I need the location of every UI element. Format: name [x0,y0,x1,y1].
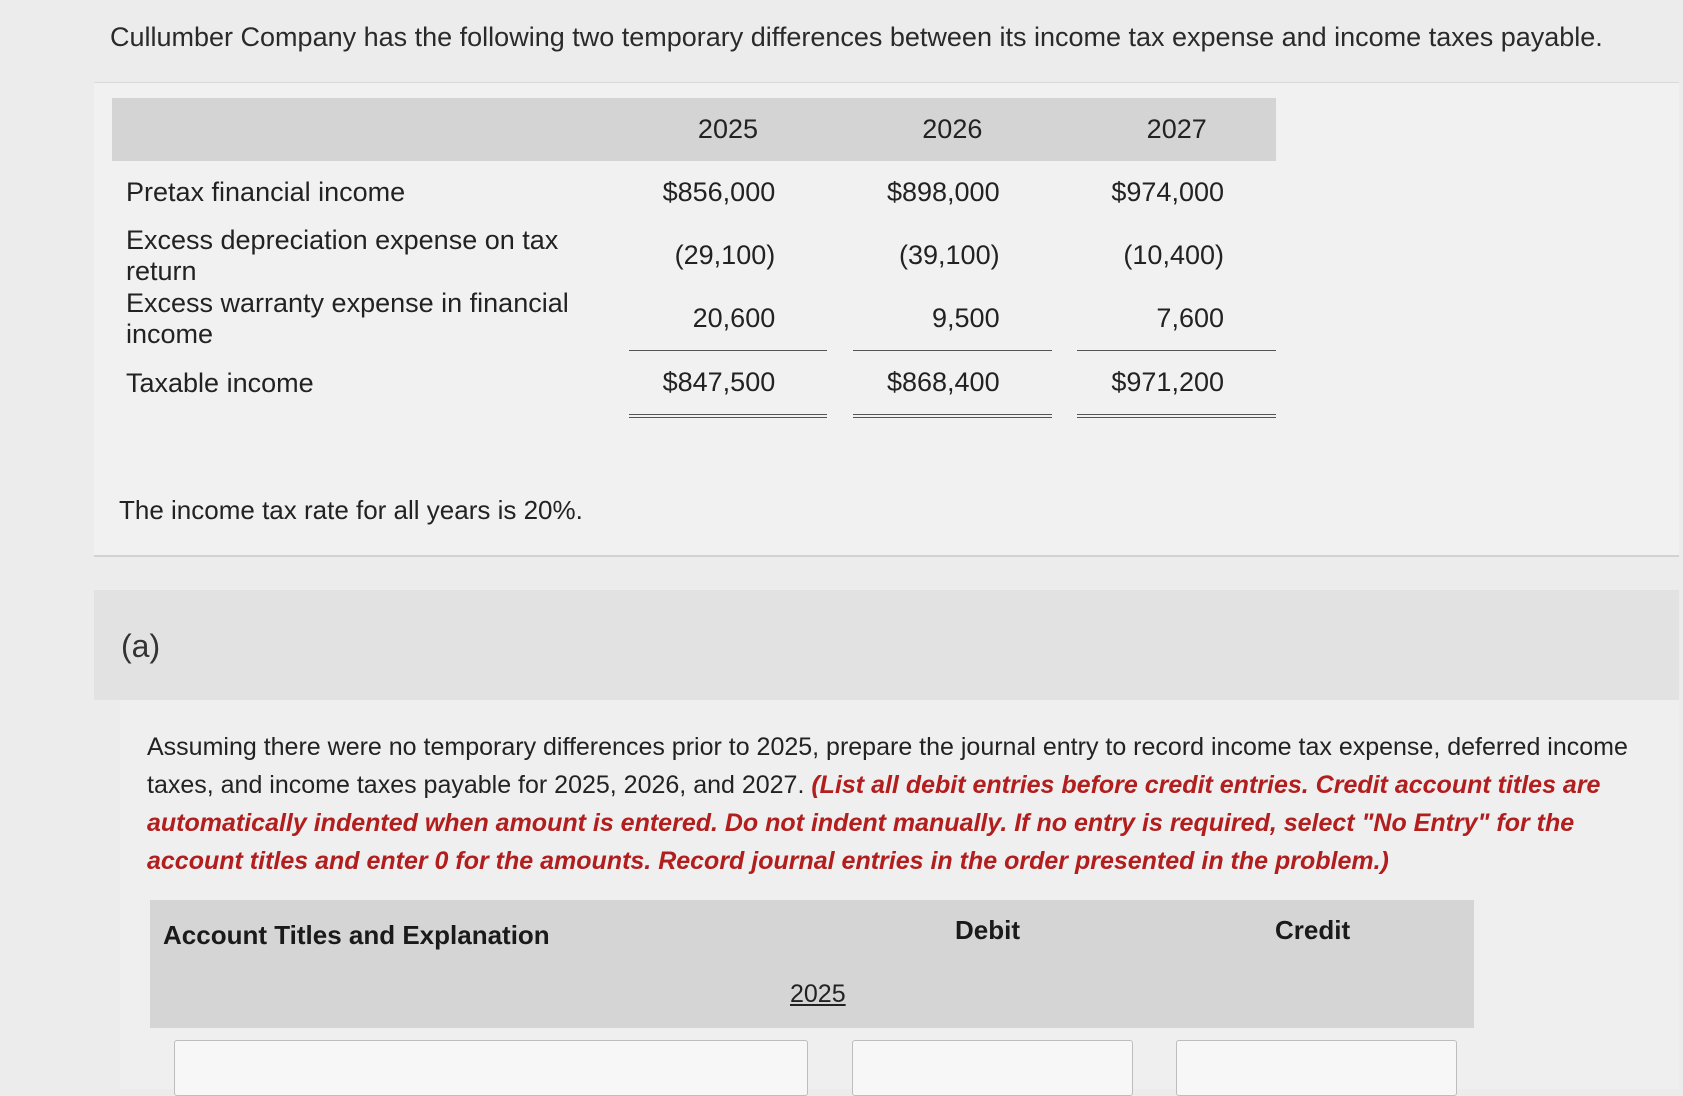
question-instructions [147,728,1637,880]
table-row [112,161,1276,224]
row-label: Excess warranty expense in financial income [126,287,569,349]
cell-value: 9,500 [853,287,1052,351]
column-header-credit: Credit [1275,915,1351,945]
cell-value: $898,000 [886,177,1000,207]
table-row [112,224,1276,287]
credit-amount-input[interactable] [1176,1040,1457,1096]
row-label: Pretax financial income [126,177,406,207]
cell-value: $868,400 [853,351,1052,417]
part-header-panel [94,590,1679,700]
column-header-accounts: Account Titles and Explanation [163,920,550,950]
cell-value: $847,500 [629,351,828,417]
instructions-emphasis: (List all debit entries before credit entries. Credit account titles are automatically indented when amount is entered. Do not indent manually. If no entry is required, select "No Entry" for the account titles and enter 0 for the amounts. Record journal entries in the order presented in the problem.) [147,771,1601,875]
row-label: Taxable income [126,367,314,398]
table-row [112,287,1276,351]
journal-year-label: 2025 [790,980,846,1008]
row-label: Excess depreciation expense on tax return [126,224,559,286]
cell-value: (29,100) [674,240,776,270]
year-header-2026: 2026 [853,98,1052,161]
year-header-2027: 2027 [1077,98,1276,161]
table-header-blank [112,98,629,161]
cell-value: (39,100) [899,240,1000,270]
cell-value: (10,400) [1123,240,1224,270]
income-data-table [112,98,1276,418]
cell-value: $856,000 [662,177,776,207]
part-label: (a) [121,628,161,664]
column-header-debit: Debit [955,915,1020,945]
instructions-text: Assuming there were no temporary differences prior to 2025, prepare the journal entry to record income tax expense, deferred income taxes, and income taxes payable for 2025, 2026, and 2027. [147,733,1628,799]
cell-value: $974,000 [1111,177,1224,207]
account-title-input[interactable] [174,1040,808,1096]
problem-intro: Cullumber Company has the following two temporary differences between its income tax expense and income taxes payable. [110,22,1603,52]
tax-rate-note: The income tax rate for all years is 20%. [119,495,583,525]
cell-value: $971,200 [1077,351,1276,417]
cell-value: 7,600 [1077,287,1276,351]
table-row-total [112,351,1276,417]
year-header-2025: 2025 [629,98,828,161]
cell-value: 20,600 [629,287,828,351]
debit-amount-input[interactable] [852,1040,1133,1096]
